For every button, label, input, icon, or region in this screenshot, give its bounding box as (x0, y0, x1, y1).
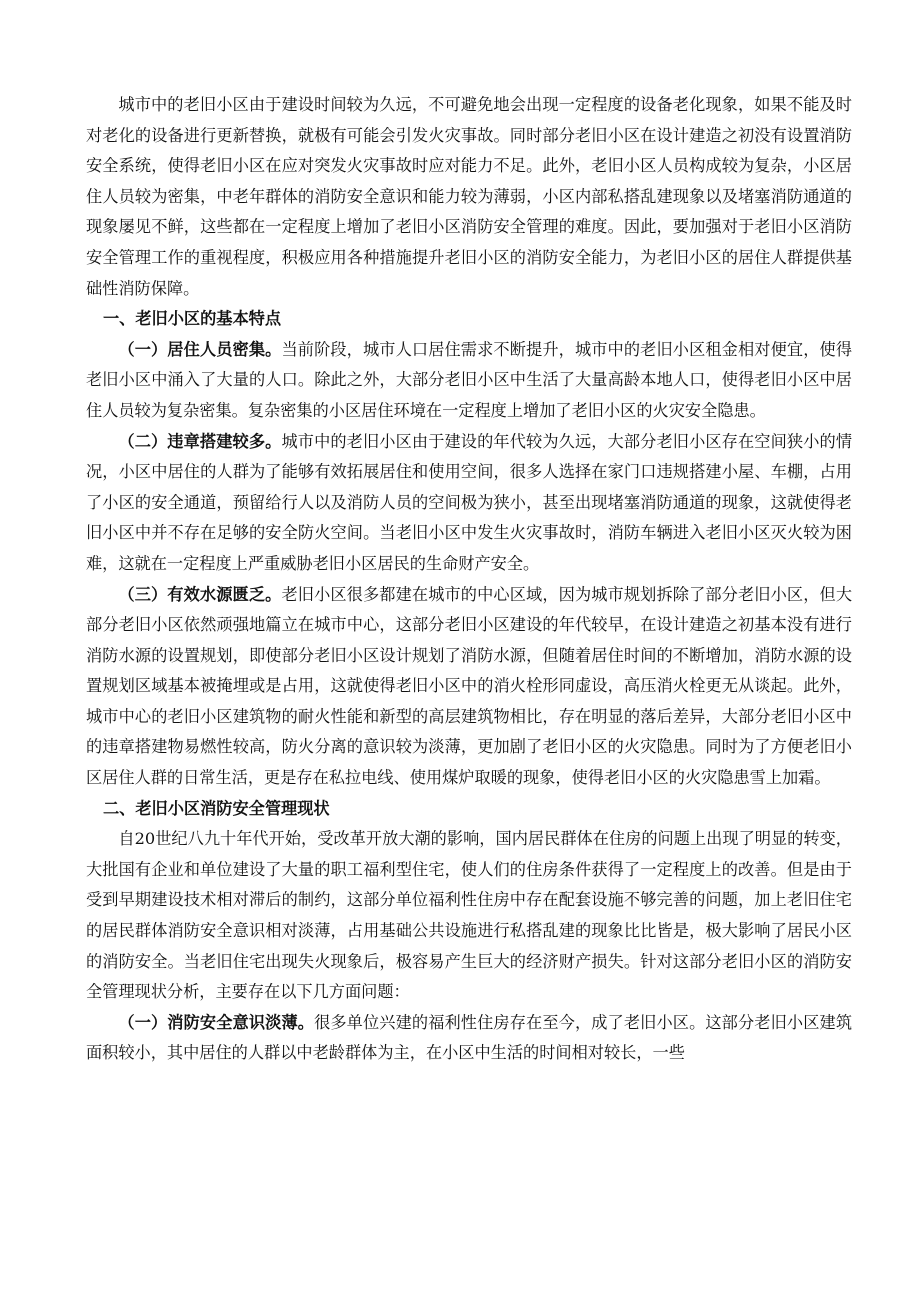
item-lead: （三）有效水源匮乏。 (118, 584, 282, 604)
item-text: 老旧小区很多都建在城市的中心区域，因为城市规划拆除了部分老旧小区，但大部分老旧小区依然顽强地篇立在城市中心，这部分老旧小区建设的年代较早，在设计建造之初基本没有进行消防水源的设置规划，即使部分老旧小区设计规划了消防水源，但随着居住时间的不断增加，消防水源的设置规划区域基本被掩埋或是占用，这就使得老旧小区中的消火栓形同虚设，高压消火栓更无从谈起。此外，城市中心的老旧小区建筑物的耐火性能和新型的高层建筑物相比，存在明显的落后差异，大部分老旧小区中的违章搭建物易燃性较高，防火分离的意识较为淡薄，更加剧了老旧小区的火灾隐患。同时为了方便老旧小区居住人群的日常生活，更是存在私拉电线、使用煤炉取暖的现象，使得老旧小区的火灾隐患雪上加霜。 (86, 584, 853, 788)
section-1-item-2 (86, 427, 852, 580)
item-text: 城市中的老旧小区由于建设的年代较为久远，大部分老旧小区存在空间狭小的情况，小区中居住的人群为了能够有效拓展居住和使用空间，很多人选择在家门口违规搭建小屋、车棚，占用了小区的安全通道，预留给行人以及消防人员的空间极为狭小，甚至出现堵塞消防通道的现象，这就使得老旧小区中并不存在足够的安全防火空间。当老旧小区中发生火灾事故时，消防车辆进入老旧小区灭火较为困难，这就在一定程度上严重威胁老旧小区居民的生命财产安全。 (86, 431, 853, 573)
section-1-item-1 (86, 335, 852, 427)
section-2-heading: 二、老旧小区消防安全管理现状 (103, 798, 330, 818)
section-1-heading: 一、老旧小区的基本特点 (103, 309, 282, 329)
item-lead: （一）居住人员密集。 (118, 339, 282, 359)
item-text: 当前阶段，城市人口居住需求不断提升，城市中的老旧小区租金相对便宜，使得老旧小区中涌入了大量的人口。除此之外，大部分老旧小区中生活了大量高龄本地人口，使得老旧小区中居住人员较为复杂密集。复杂密集的小区居住环境在一定程度上增加了老旧小区的火灾安全隐患。 (86, 339, 853, 420)
section-1-item-3 (86, 580, 852, 794)
section-2-intro: 自20世纪八九十年代开始，受改革开放大潮的影响，国内居民群体在住房的问题上出现了明显的转变，大批国有企业和单位建设了大量的职工福利型住宅，使人们的住房条件获得了一定程度上的改善。但是由于受到早期建设技术相对滞后的制约，这部分单位福利性住房中存在配套设施不够完善的问题，加上老旧住宅的居民群体消防安全意识相对淡薄，占用基础公共设施进行私搭乱建的现象比比皆是，极大影响了居民小区的消防安全。当老旧住宅出现失火现象后，极容易产生巨大的经济财产损失。针对这部分老旧小区的消防安全管理现状分析，主要存在以下几方面问题： (86, 829, 852, 1002)
item-text: 很多单位兴建的福利性住房存在至今，成了老旧小区。这部分老旧小区建筑面积较小，其中居住的人群以中老龄群体为主，在小区中生活的时间相对较长，一些 (86, 1012, 853, 1063)
item-lead: （一）消防安全意识淡薄。 (118, 1012, 315, 1032)
item-lead: （二）违章搭建较多。 (118, 431, 282, 451)
document-page (86, 90, 852, 1069)
intro-paragraph: 城市中的老旧小区由于建设时间较为久远，不可避免地会出现一定程度的设备老化现象，如果不能及时对老化的设备进行更新替换，就极有可能会引发火灾事故。同时部分老旧小区在设计建造之初没有设置消防安全系统，使得老旧小区在应对突发火灾事故时应对能力不足。此外，老旧小区人员构成较为复杂，小区居住人员较为密集，中老年群体的消防安全意识和能力较为薄弱，小区内部私搭乱建现象以及堵塞消防通道的现象屡见不鲜，这些都在一定程度上增加了老旧小区消防安全管理的难度。因此，要加强对于老旧小区消防安全管理工作的重视程度，积极应用各种措施提升老旧小区的消防安全能力，为老旧小区的居住人群提供基础性消防保障。 (86, 95, 852, 298)
section-2-item-1 (86, 1008, 852, 1069)
